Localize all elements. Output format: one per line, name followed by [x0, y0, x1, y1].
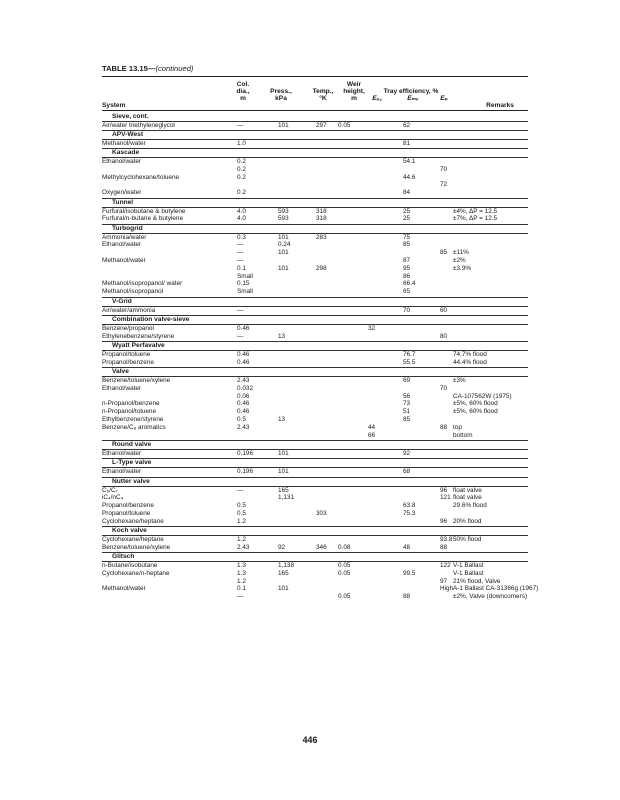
- cell-eoc: 44: [368, 423, 376, 431]
- cell-system: Propanol/toluene: [102, 350, 151, 358]
- cell-we: 0.05: [338, 562, 351, 570]
- cell-rm: 29.6% flood: [453, 502, 487, 510]
- table-row: [102, 487, 528, 495]
- cell-rm: ±3.9%: [453, 264, 472, 272]
- cell-system: Propanol/toluene: [102, 509, 151, 517]
- cell-ep: 88: [440, 543, 448, 551]
- cell-emv: 76.7: [403, 350, 416, 358]
- cell-col: 4.0: [237, 215, 246, 223]
- cell-system: [102, 265, 222, 273]
- cell-col: —: [237, 257, 244, 265]
- cell-emv: 81: [403, 139, 411, 147]
- table-body: [102, 112, 539, 601]
- cell-col: 1.3: [237, 569, 246, 577]
- cell-system: iC₄/nC₄: [102, 494, 124, 502]
- cell-col: —: [237, 249, 244, 257]
- header-col-dia: Col. dia., m: [236, 81, 250, 103]
- cell-rm: V-1 Ballast: [453, 562, 484, 570]
- cell-pr: 101: [278, 585, 289, 593]
- cell-emv: 86: [403, 272, 411, 280]
- cell-ep: 72: [440, 181, 448, 189]
- table-row: [102, 385, 528, 393]
- table-section: [102, 224, 528, 296]
- section-heading: Round valve: [102, 440, 528, 450]
- cell-col: Small: [237, 272, 253, 280]
- header-press: Press., kPa: [270, 88, 292, 103]
- page-number: 446: [302, 735, 318, 745]
- cell-pr: 101: [278, 249, 289, 257]
- cell-system: Propanol/benzene: [102, 358, 154, 366]
- header-weir: Weir height, m: [343, 81, 365, 103]
- section-heading: Kascade: [102, 148, 528, 158]
- cell-pr: 92: [278, 543, 286, 551]
- cell-rm: CA-107562W (1975): [453, 392, 512, 400]
- cell-emv: 95: [403, 264, 411, 272]
- header-e-oc: Eₒ꜀: [372, 95, 382, 103]
- cell-system: Ethanol/water: [102, 384, 142, 392]
- cell-emv: 65: [403, 288, 411, 296]
- section-heading: Glitsch: [102, 552, 528, 562]
- cell-rm: ±5%, 60% flood: [453, 408, 498, 416]
- cell-emv: 48: [403, 543, 411, 551]
- cell-col: 2.43: [237, 543, 250, 551]
- table-row: [102, 408, 528, 416]
- cell-system: [102, 166, 222, 174]
- table-row: [102, 502, 528, 510]
- cell-ep: 96: [440, 517, 448, 525]
- cell-col: 0.196: [237, 449, 253, 457]
- cell-pr: 593: [278, 215, 289, 223]
- cell-pr: 101: [278, 233, 289, 241]
- table-section: [102, 440, 528, 458]
- cell-pr: 101: [278, 468, 289, 476]
- cell-pr: 101: [278, 449, 289, 457]
- cell-system: Propanol/benzene: [102, 502, 154, 510]
- cell-rm: 74.7% flood: [453, 350, 487, 358]
- cell-system: Ethanol/water: [102, 158, 142, 166]
- cell-system: Methanol/water: [102, 139, 146, 147]
- cell-we: 0.05: [338, 121, 351, 129]
- cell-system: n-Butane/isobutane: [102, 562, 158, 570]
- section-heading: Sieve, cont.: [102, 113, 528, 122]
- header-remarks: Remarks: [486, 102, 514, 109]
- table-section: [102, 113, 528, 130]
- cell-ep: 70: [440, 384, 448, 392]
- cell-system: [102, 593, 222, 601]
- cell-col: Small: [237, 288, 253, 296]
- section-heading: Nutter valve: [102, 477, 528, 487]
- cell-emv: 66.4: [403, 280, 416, 288]
- cell-col: 0.2: [237, 189, 246, 197]
- table-section: [102, 367, 528, 439]
- cell-emv: 68: [403, 468, 411, 476]
- cell-col: 0.06: [237, 392, 250, 400]
- table-row: [102, 450, 528, 458]
- cell-te: 283: [316, 233, 327, 241]
- cell-rm: 21% flood, Valve: [453, 577, 501, 585]
- cell-col: —: [237, 241, 244, 249]
- table-row: [102, 158, 528, 166]
- cell-te: 318: [316, 207, 327, 215]
- cell-col: 0.5: [237, 502, 246, 510]
- table-row: [102, 432, 528, 440]
- cell-emv: 69: [403, 377, 411, 385]
- cell-system: Ammonia/water: [102, 233, 147, 241]
- cell-system: Methanol/isopropanol/ water: [102, 280, 183, 288]
- cell-rm: 20% flood: [453, 517, 482, 525]
- table-section: [102, 148, 528, 197]
- table-row: [102, 140, 528, 148]
- table-row: [102, 518, 528, 526]
- table-row: [102, 351, 528, 359]
- cell-pr: 165: [278, 486, 289, 494]
- cell-system: C₆/C₇: [102, 486, 118, 494]
- cell-we: 0.05: [338, 593, 351, 601]
- cell-system: Cyclohexane/heptane: [102, 517, 164, 525]
- cell-system: Benzene/toluene/xylene: [102, 377, 171, 385]
- cell-system: Furfural/n-butane & butylene: [102, 215, 183, 223]
- cell-col: —: [237, 486, 244, 494]
- cell-rm: ±7%, ΔP = 12.5: [453, 215, 498, 223]
- cell-ep: High: [440, 585, 454, 593]
- table-row: [102, 562, 528, 570]
- section-heading: Turbogrid: [102, 224, 528, 234]
- table-row: [102, 416, 528, 424]
- table-row: [102, 280, 528, 288]
- cell-col: 0.1: [237, 585, 246, 593]
- cell-emv: 55.5: [403, 358, 416, 366]
- cell-col: 0.3: [237, 233, 246, 241]
- cell-emv: 25: [403, 215, 411, 223]
- cell-pr: 13: [278, 332, 286, 340]
- table-row: [102, 265, 528, 273]
- cell-col: 1.2: [237, 577, 246, 585]
- table-section: [102, 315, 528, 341]
- header-e-p: Eₚ: [440, 95, 448, 103]
- cell-system: Ethanol/water: [102, 449, 142, 457]
- header-e-mv: Eₘᵥ: [407, 95, 419, 103]
- cell-system: Ethylenebenzene/styrene: [102, 332, 175, 340]
- cell-rm: 50% flood: [453, 535, 482, 543]
- table-row: [102, 570, 528, 578]
- table-row: [102, 189, 528, 197]
- table-row: [102, 166, 528, 174]
- header-temp: Temp., °K: [312, 88, 334, 103]
- table-row: [102, 257, 528, 265]
- table-header: [102, 81, 528, 109]
- cell-te: 303: [316, 509, 327, 517]
- table-row: [102, 393, 528, 401]
- cell-ep: 122: [440, 562, 451, 570]
- cell-system: [102, 273, 222, 281]
- cell-emv: 44.6: [403, 173, 416, 181]
- cell-rm: ±2%, Valve (downcomers): [453, 593, 528, 601]
- cell-ep: 60: [440, 306, 448, 314]
- cell-emv: 51: [403, 408, 411, 416]
- table-row: [102, 377, 528, 385]
- cell-ep: 88: [440, 423, 448, 431]
- cell-pr: 593: [278, 207, 289, 215]
- cell-rm: bottom: [453, 431, 473, 439]
- cell-system: [102, 393, 222, 401]
- section-heading: APV-West: [102, 130, 528, 140]
- cell-rm: ±4%, ΔP = 12.5: [453, 207, 498, 215]
- cell-col: 0.2: [237, 158, 246, 166]
- cell-we: 0.05: [338, 569, 351, 577]
- cell-system: Benzene/toluene/xylene: [102, 543, 171, 551]
- cell-rm: top: [453, 423, 462, 431]
- table-row: [102, 234, 528, 242]
- section-heading: V-Grid: [102, 297, 528, 307]
- cell-col: 0.196: [237, 468, 253, 476]
- cell-emv: 99.5: [403, 569, 416, 577]
- table-section: [102, 477, 528, 526]
- cell-pr: 101: [278, 121, 289, 129]
- cell-system: Methanol/water: [102, 257, 146, 265]
- cell-emv: 87: [403, 257, 411, 265]
- cell-emv: 75: [403, 233, 411, 241]
- cell-col: 0.5: [237, 416, 246, 424]
- cell-col: 1.2: [237, 517, 246, 525]
- cell-we: 0.08: [338, 543, 351, 551]
- cell-emv: 25: [403, 207, 411, 215]
- cell-rm: ±11%: [453, 249, 469, 257]
- cell-emv: 84: [403, 189, 411, 197]
- cell-system: [102, 578, 222, 586]
- cell-col: 0.2: [237, 165, 246, 173]
- table-row: [102, 424, 528, 432]
- table-title: TABLE 13.15—(continued): [102, 64, 194, 73]
- table-row: [102, 585, 539, 593]
- section-heading: Koch valve: [102, 526, 528, 536]
- section-heading: Combination valve-sieve: [102, 315, 528, 325]
- cell-ep: 97: [440, 577, 448, 585]
- cell-pr: 0.24: [278, 241, 291, 249]
- section-heading: Wyatt Perfavalve: [102, 341, 528, 351]
- table-row: [102, 208, 528, 216]
- cell-emv: 54.1: [403, 158, 416, 166]
- cell-system: Benzene/C₈ aromatics: [102, 423, 166, 431]
- cell-emv: 88: [403, 593, 411, 601]
- header-system: System: [102, 102, 126, 109]
- cell-system: Benzene/propanol: [102, 324, 154, 332]
- cell-rm: A-1 Ballast CA-31366g (1967): [453, 585, 539, 593]
- cell-te: 318: [316, 215, 327, 223]
- cell-col: 1.3: [237, 562, 246, 570]
- table-section: [102, 130, 528, 148]
- table-section: [102, 297, 528, 315]
- table-row: [102, 174, 528, 182]
- table-row: [102, 333, 528, 341]
- header-bottom-rule: [102, 110, 528, 111]
- cell-system: Methanol/water: [102, 585, 146, 593]
- cell-system: Furfural/isobutane & butylene: [102, 207, 186, 215]
- table-row: [102, 494, 528, 502]
- cell-col: 0.1: [237, 264, 246, 272]
- cell-col: 0.46: [237, 358, 250, 366]
- table-row: [102, 215, 528, 223]
- cell-system: Air/water triethyleneglycol: [102, 121, 175, 129]
- cell-col: 0.46: [237, 350, 250, 358]
- cell-ep: 121: [440, 494, 451, 502]
- cell-system: Air/water/ammonia: [102, 306, 156, 314]
- cell-system: [102, 432, 222, 440]
- cell-system: Cyclohexane/n-heptane: [102, 569, 170, 577]
- cell-col: 0.2: [237, 173, 246, 181]
- cell-col: —: [237, 121, 244, 129]
- cell-system: Ethanol/water: [102, 241, 142, 249]
- cell-system: Cyclohexane/heptane: [102, 535, 164, 543]
- cell-pr: 1,138: [278, 562, 294, 570]
- table-row: [102, 578, 528, 586]
- cell-te: 346: [316, 543, 327, 551]
- table-row: [102, 400, 528, 408]
- cell-system: n-Propanol/toluene: [102, 408, 157, 416]
- cell-te: 297: [316, 121, 327, 129]
- cell-ep: 93.8: [440, 535, 453, 543]
- table-section: [102, 552, 539, 601]
- cell-system: [102, 181, 222, 189]
- cell-col: 2.43: [237, 377, 250, 385]
- cell-pr: 13: [278, 416, 286, 424]
- table-row: [102, 510, 528, 518]
- cell-emv: 63.8: [403, 502, 416, 510]
- cell-pr: 1,131: [278, 494, 294, 502]
- table-row: [102, 288, 528, 296]
- cell-col: —: [237, 332, 244, 340]
- table-row: [102, 536, 528, 544]
- cell-system: Ethanol/water: [102, 468, 142, 476]
- table-section: [102, 526, 528, 552]
- cell-eoc: 32: [368, 324, 376, 332]
- table-row: [102, 249, 528, 257]
- cell-system: Methylcyclohexane/toluene: [102, 173, 180, 181]
- cell-ep: 70: [440, 165, 448, 173]
- cell-ep: 85: [440, 249, 448, 257]
- cell-rm: float valve: [453, 494, 482, 502]
- cell-col: 0.46: [237, 324, 250, 332]
- cell-ep: 96: [440, 486, 448, 494]
- cell-col: 0.15: [237, 280, 250, 288]
- cell-emv: 70: [403, 306, 411, 314]
- cell-system: [102, 249, 222, 257]
- cell-te: 298: [316, 264, 327, 272]
- table-top-rule: [102, 76, 528, 77]
- section-heading: Tunnel: [102, 198, 528, 208]
- cell-col: —: [237, 306, 244, 314]
- table-row: [102, 593, 528, 601]
- table-row: [102, 325, 528, 333]
- cell-system: Methanol/isopropanol: [102, 288, 164, 296]
- cell-emv: 92: [403, 449, 411, 457]
- cell-system: Ethylbenzene/styrene: [102, 416, 164, 424]
- cell-emv: 85: [403, 241, 411, 249]
- cell-rm: float valve: [453, 486, 482, 494]
- table-row: [102, 307, 528, 315]
- cell-col: —: [237, 593, 244, 601]
- cell-system: n-Propanol/benzene: [102, 400, 160, 408]
- cell-emv: 75.3: [403, 509, 416, 517]
- cell-ep: 80: [440, 332, 448, 340]
- table-row: [102, 359, 528, 367]
- section-heading: Valve: [102, 367, 528, 377]
- cell-system: Oxygen/water: [102, 189, 142, 197]
- cell-rm: ±2%: [453, 257, 466, 265]
- cell-rm: ±3%: [453, 377, 466, 385]
- cell-col: 1.2: [237, 535, 246, 543]
- cell-col: 2.43: [237, 423, 250, 431]
- table-row: [102, 122, 528, 130]
- cell-col: 0.5: [237, 509, 246, 517]
- cell-emv: 85: [403, 416, 411, 424]
- table-section: [102, 458, 528, 476]
- table-row: [102, 468, 528, 476]
- cell-pr: 165: [278, 569, 289, 577]
- cell-col: 4.0: [237, 207, 246, 215]
- cell-rm: ±5%, 60% flood: [453, 400, 498, 408]
- section-heading: L-Type valve: [102, 458, 528, 468]
- table-row: [102, 544, 528, 552]
- cell-rm: 44.4% flood: [453, 358, 487, 366]
- cell-emv: 62: [403, 121, 411, 129]
- header-tray-efficiency: Tray efficiency, %: [383, 88, 439, 95]
- cell-pr: 101: [278, 264, 289, 272]
- cell-col: 0.46: [237, 400, 250, 408]
- cell-col: 0.46: [237, 408, 250, 416]
- cell-rm: V-1 Ballast: [453, 569, 484, 577]
- cell-emv: 73: [403, 400, 411, 408]
- table-row: [102, 181, 528, 189]
- table-section: [102, 341, 528, 367]
- cell-emv: 56: [403, 392, 411, 400]
- cell-eoc: 66: [368, 431, 376, 439]
- table-row: [102, 273, 528, 281]
- cell-col: 1.0: [237, 139, 246, 147]
- cell-col: 0.032: [237, 384, 253, 392]
- table-section: [102, 198, 528, 224]
- table-row: [102, 241, 528, 249]
